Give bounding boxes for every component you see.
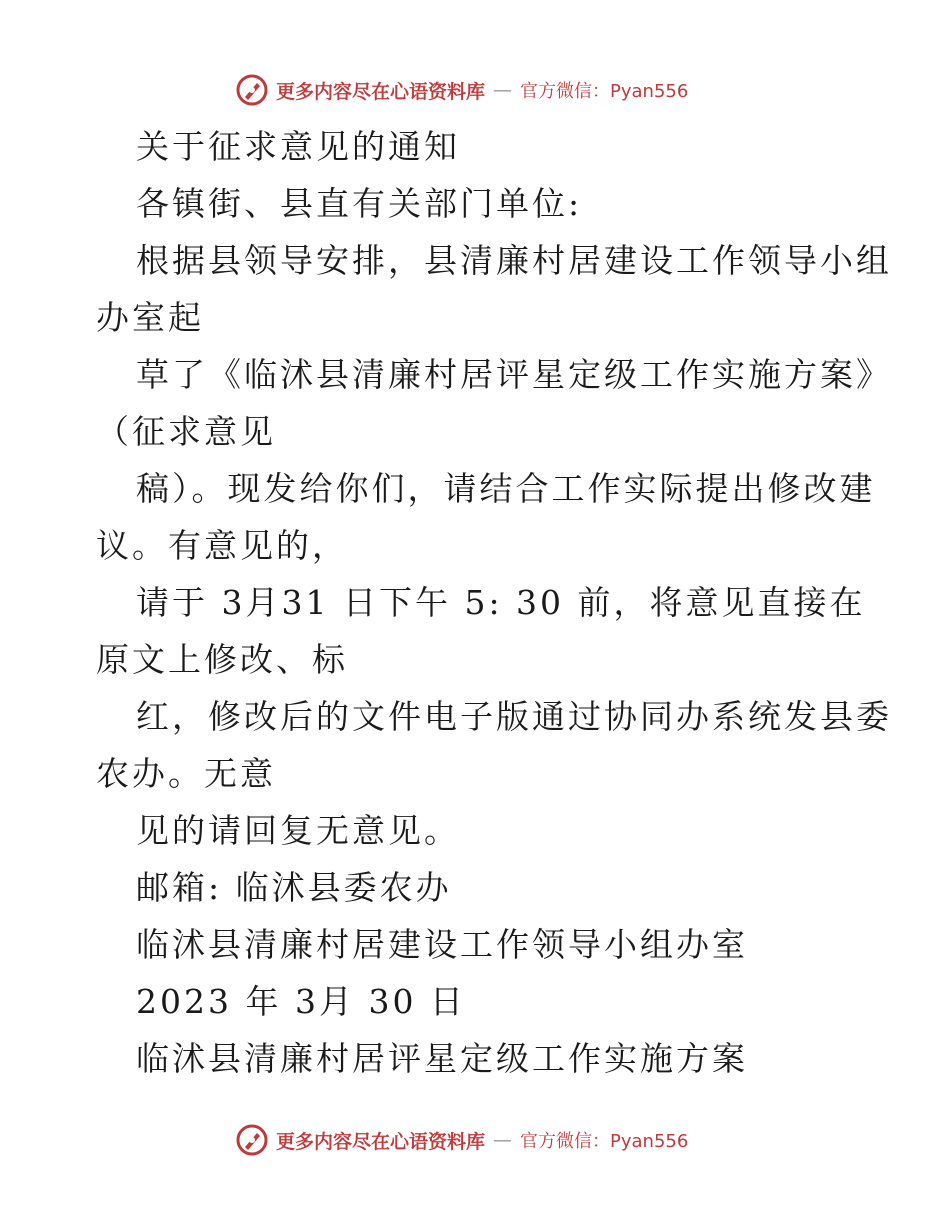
body-line: （征求意见 [96,412,276,451]
body-line: 根据县领导安排，县清廉村居建设工作领导小组 [136,241,892,280]
next-section-title: 临沭县清廉村居评星定级工作实施方案 [136,1039,748,1078]
body-paragraphs [96,232,892,859]
date-line: 2023 年 3月 30 日 [136,982,466,1021]
watermark-separator: — [493,79,513,101]
body-line: 办室起 [96,298,204,337]
pen-logo-icon [236,1124,268,1156]
body-line: 见的请回复无意见。 [136,811,460,850]
body-line: 请于 3月31 日下午 5: 30 前，将意见直接在 [136,583,866,622]
watermark-contact: 官方微信：Pyan556 [520,1131,689,1152]
salutation: 各镇街、县直有关部门单位: [136,184,583,223]
document-title: 关于征求意见的通知 [136,127,460,166]
watermark-text: 更多内容尽在心语资料库 [276,1130,486,1153]
watermark-text: 更多内容尽在心语资料库 [276,80,486,103]
body-line: 议。有意见的， [96,526,348,565]
body-line: 稿）。现发给你们，请结合工作实际提出修改建 [136,469,876,508]
mailbox-line: 邮箱: 临沭县委农办 [136,868,452,907]
body-line: 红，修改后的文件电子版通过协同办系统发县委 [136,697,892,736]
signature-line: 临沭县清廉村居建设工作领导小组办室 [136,925,748,964]
document-body [96,118,892,1087]
body-line: 农办。无意 [96,754,276,793]
footer-watermark [236,1122,756,1158]
pen-logo-icon [236,74,268,106]
body-line: 草了《临沭县清廉村居评星定级工作实施方案》 [136,355,892,394]
watermark-contact: 官方微信：Pyan556 [520,81,689,102]
header-watermark [236,72,756,108]
watermark-separator: — [493,1129,513,1151]
body-line: 原文上修改、标 [96,640,348,679]
